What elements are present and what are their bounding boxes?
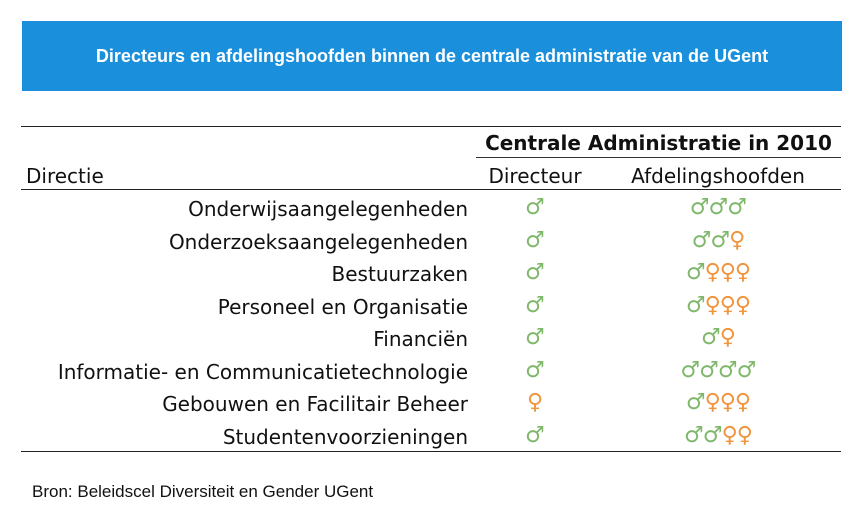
male-symbol-icon: ♂ [691, 227, 711, 253]
group-header: Centrale Administratie in 2010 [485, 131, 832, 155]
directeur-cell [476, 423, 594, 448]
female-symbol-icon: ♀ [704, 390, 720, 415]
male-symbol-icon: ♂ [701, 325, 720, 350]
male-symbol-icon: ♂ [685, 260, 705, 285]
afdelingshoofden-cell [610, 423, 826, 448]
table-bottom-rule [21, 451, 841, 452]
afdelingshoofden-cell [610, 260, 826, 285]
female-symbol-icon: ♀ [719, 325, 735, 350]
female-symbol-icon: ♀ [719, 292, 735, 318]
female-symbol-icon: ♀ [734, 260, 751, 285]
male-symbol-icon: ♂ [685, 292, 705, 318]
female-symbol-icon: ♀ [526, 390, 544, 415]
title-banner [22, 21, 842, 91]
directeur-cell [476, 325, 594, 350]
male-symbol-icon: ♂ [525, 260, 545, 285]
source-note: Bron: Beleidscel Diversiteit en Gender UGent [32, 482, 374, 501]
directie-name: Informatie- en Communicatietechnologie [57, 359, 468, 384]
table-row [21, 323, 841, 355]
directeur-cell [476, 390, 594, 415]
female-symbol-icon: ♀ [729, 227, 745, 253]
page-title: Directeurs en afdelingshoofden binnen de centrale administratie van de UGent [95, 45, 769, 66]
male-symbol-icon: ♂ [525, 325, 545, 350]
directeur-cell [476, 358, 594, 383]
directie-name: Personeel en Organisatie [217, 294, 468, 319]
directeur-cell [476, 228, 594, 253]
directie-name: Studentenvoorzieningen [222, 424, 468, 449]
directeur-cell [476, 195, 594, 220]
directie-name: Gebouwen en Facilitair Beheer [162, 392, 468, 416]
female-symbol-icon: ♀ [704, 292, 720, 318]
directie-name: Onderzoeksaangelegenheden [168, 229, 468, 254]
female-symbol-icon: ♀ [734, 390, 751, 415]
female-symbol-icon: ♀ [736, 422, 752, 448]
afdelingshoofden-cell [610, 358, 826, 383]
male-symbol-icon: ♂ [525, 357, 545, 383]
table-row [21, 388, 841, 420]
female-symbol-icon: ♀ [704, 260, 720, 285]
female-symbol-icon: ♀ [719, 390, 735, 415]
table-header-rule [21, 189, 841, 190]
male-symbol-icon: ♂ [727, 195, 747, 220]
male-symbol-icon: ♂ [685, 390, 705, 415]
male-symbol-icon: ♂ [525, 422, 545, 448]
male-symbol-icon: ♂ [736, 357, 756, 383]
male-symbol-icon: ♂ [718, 357, 737, 383]
male-symbol-icon: ♂ [525, 195, 545, 220]
column-header-afdelingshoofden: Afdelingshoofden [631, 164, 805, 188]
table-row [21, 193, 841, 225]
directie-name: Financiën [373, 327, 468, 351]
male-symbol-icon: ♂ [689, 195, 709, 220]
afdelingshoofden-cell [610, 325, 826, 350]
afdelingshoofden-cell [610, 293, 826, 318]
table-row [21, 226, 841, 258]
male-symbol-icon: ♂ [710, 227, 730, 253]
female-symbol-icon: ♀ [719, 260, 735, 285]
column-header-directie: Directie [26, 164, 104, 188]
male-symbol-icon: ♂ [684, 422, 703, 448]
male-symbol-icon: ♂ [702, 422, 722, 448]
afdelingshoofden-cell [610, 228, 826, 253]
female-symbol-icon: ♀ [734, 292, 751, 318]
table-row [21, 356, 841, 388]
male-symbol-icon: ♂ [525, 227, 545, 253]
female-symbol-icon: ♀ [721, 422, 737, 448]
directeur-cell [476, 293, 594, 318]
table-top-rule [21, 126, 841, 127]
afdelingshoofden-cell [610, 195, 826, 220]
male-symbol-icon: ♂ [699, 357, 718, 383]
group-header-rule [476, 157, 841, 158]
male-symbol-icon: ♂ [680, 357, 700, 383]
male-symbol-icon: ♂ [708, 195, 728, 220]
table-row [21, 421, 841, 453]
directeur-cell [476, 260, 594, 285]
directie-name: Onderwijsaangelegenheden [188, 197, 468, 221]
table-row [21, 291, 841, 323]
directie-name: Bestuurzaken [331, 262, 468, 286]
afdelingshoofden-cell [610, 390, 826, 415]
male-symbol-icon: ♂ [525, 292, 545, 318]
column-header-directeur: Directeur [488, 164, 582, 188]
table-row [21, 258, 841, 290]
